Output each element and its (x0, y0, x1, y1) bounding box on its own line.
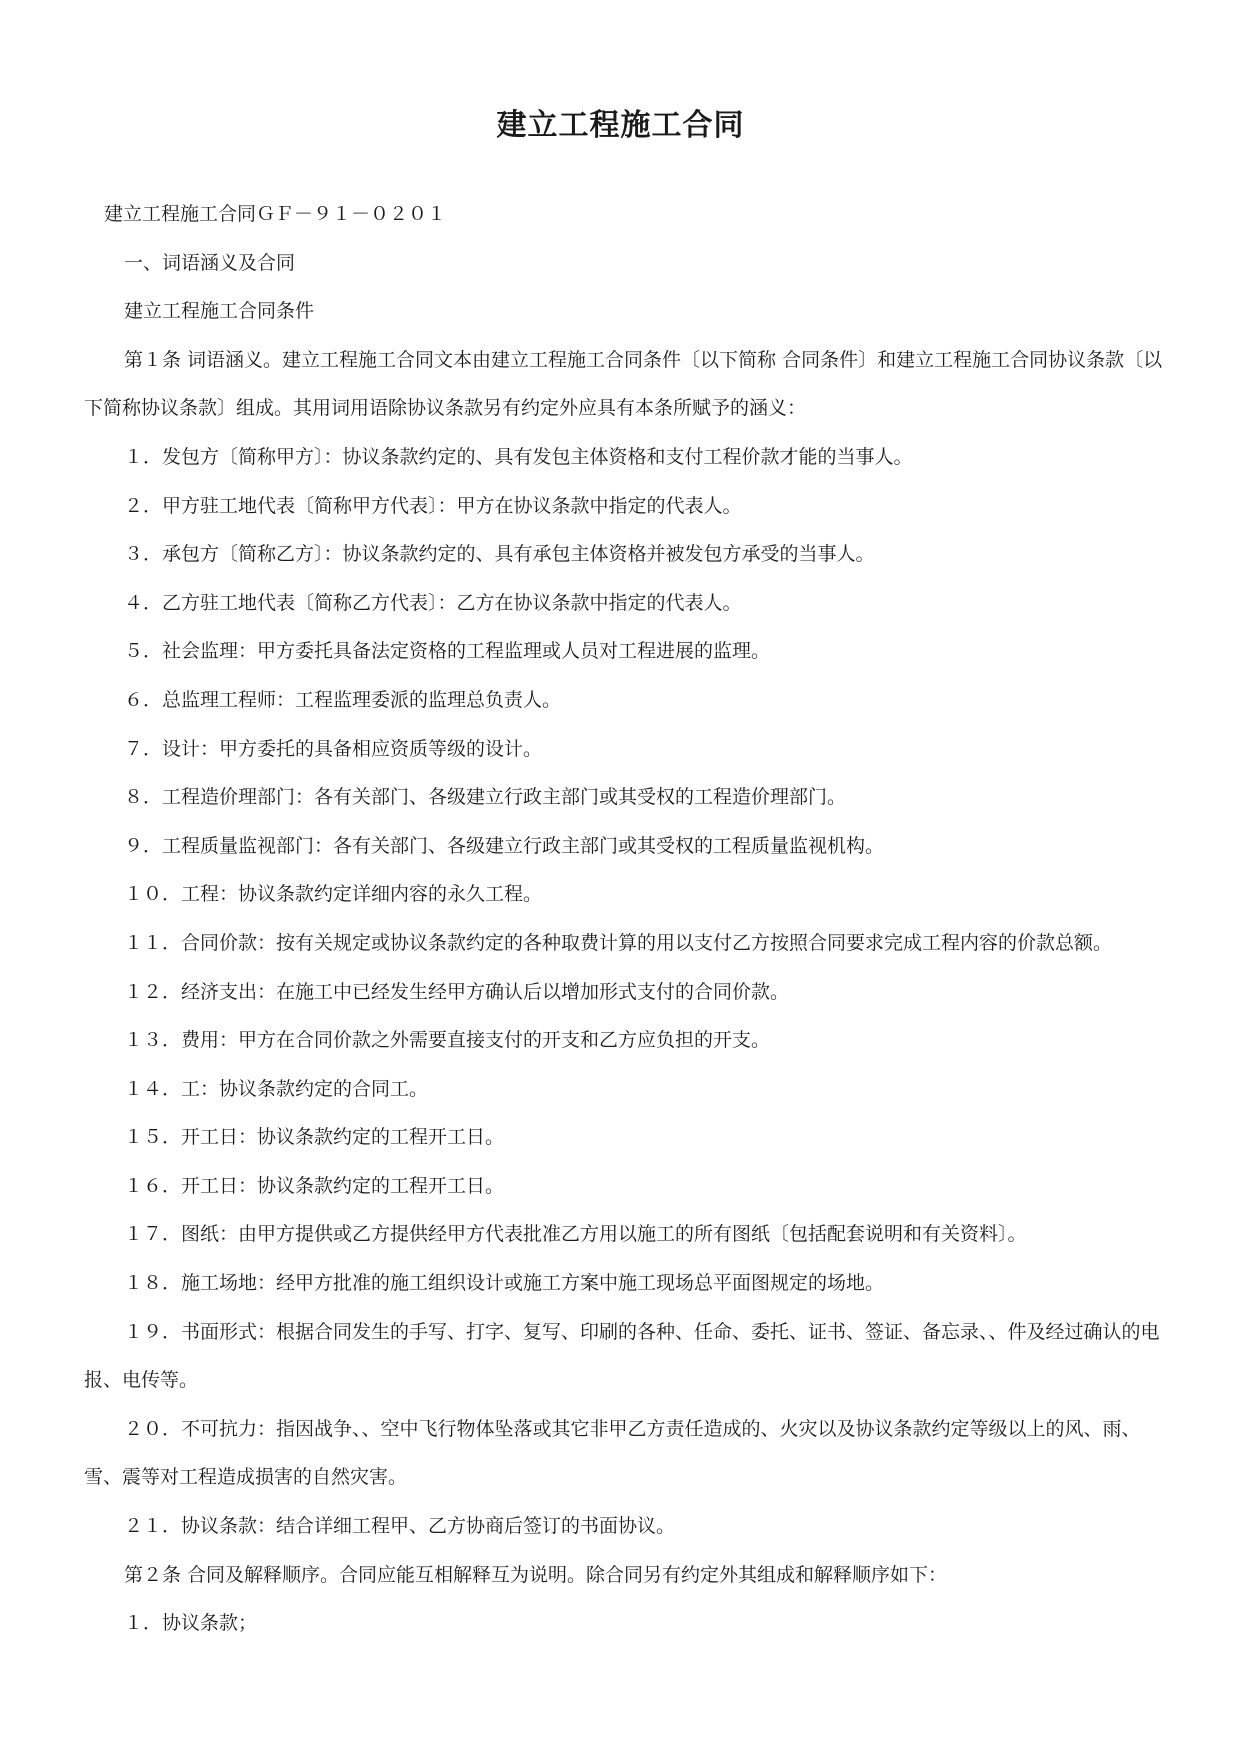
article-paragraph: 第１条 词语涵义。建立工程施工合同文本由建立工程施工合同条件〔以下简称 合同条件〕和建立工程施工合同协议条款〔以下简称协议条款〕组成。其用词用语除协议条款另有约定外应具有本条所赋予的涵义： (84, 348, 1163, 420)
definition-item: １６．开工日：协议条款约定的工程开工日。 (124, 1174, 505, 1197)
definition-item: １．发包方〔简称甲方〕：协议条款约定的、具有发包主体资格和支付工程价款才能的当事人。 (124, 445, 913, 468)
subsection-heading: 建立工程施工合同条件 (124, 300, 315, 323)
definition-item: １８．施工场地：经甲方批准的施工组织设计或施工方案中施工现场总平面图规定的场地。 (124, 1272, 885, 1295)
definition-item: ４．乙方驻工地代表〔简称乙方代表〕：乙方在协议条款中指定的代表人。 (124, 591, 742, 614)
document-body (84, 190, 1164, 1648)
definition-item: ６．总监理工程师：工程监理委派的监理总负责人。 (124, 688, 562, 711)
order-item: １．协议条款； (124, 1612, 258, 1635)
definition-item: １９．书面形式：根据合同发生的手写、打字、复写、印刷的各种、任命、委托、证书、签证、备忘录、、件及经过确认的电报、电传等。 (84, 1320, 1160, 1392)
document-title: 建立工程施工合同 (496, 108, 745, 143)
definition-item: ５．社会监理：甲方委托具备法定资格的工程监理或人员对工程进展的监理。 (124, 640, 771, 663)
definition-item: ２０．不可抗力：指因战争、、空中飞行物体坠落或其它非甲乙方责任造成的、火灾以及协议条款约定等级以上的风、雨、雪、震等对工程造成损害的自然灾害。 (84, 1417, 1141, 1489)
definition-item: １０．工程：协议条款约定详细内容的永久工程。 (124, 883, 543, 906)
definition-item: １３．费用：甲方在合同价款之外需要直接支付的开支和乙方应负担的开支。 (124, 1029, 771, 1052)
definition-item: １１．合同价款：按有关规定或协议条款约定的各种取费计算的用以支付乙方按照合同要求完成工程内容的价款总额。 (124, 931, 1113, 954)
definition-item: ８．工程造价理部门：各有关部门、各级建立行政主部门或其受权的工程造价理部门。 (124, 786, 847, 809)
contract-code-line: 建立工程施工合同ＧＦ－９１－０２０１ (104, 203, 447, 225)
definition-item: ３．承包方〔简称乙方〕：协议条款约定的、具有承包主体资格并被发包方承受的当事人。 (124, 543, 875, 566)
section-heading: 一、词语涵义及合同 (124, 251, 296, 274)
definition-item: １７．图纸：由甲方提供或乙方提供经甲方代表批准乙方用以施工的所有图纸〔包括配套说明和有关资料〕。 (124, 1223, 1027, 1246)
definition-item: １５．开工日：协议条款约定的工程开工日。 (124, 1126, 505, 1149)
definition-item: ９．工程质量监视部门：各有关部门、各级建立行政主部门或其受权的工程质量监视机构。 (124, 834, 885, 857)
definition-item: １２．经济支出：在施工中已经发生经甲方确认后以增加形式支付的合同价款。 (124, 980, 790, 1003)
definition-item: １４．工：协议条款约定的合同工。 (124, 1077, 429, 1100)
article-paragraph: 第２条 合同及解释顺序。合同应能互相解释互为说明。除合同另有约定外其组成和解释顺序如下： (124, 1563, 948, 1586)
definition-item: ７．设计：甲方委托的具备相应资质等级的设计。 (124, 737, 543, 760)
definition-item: ２．甲方驻工地代表〔简称甲方代表〕：甲方在协议条款中指定的代表人。 (124, 494, 742, 517)
definition-item: ２１．协议条款：结合详细工程甲、乙方协商后签订的书面协议。 (124, 1515, 676, 1538)
